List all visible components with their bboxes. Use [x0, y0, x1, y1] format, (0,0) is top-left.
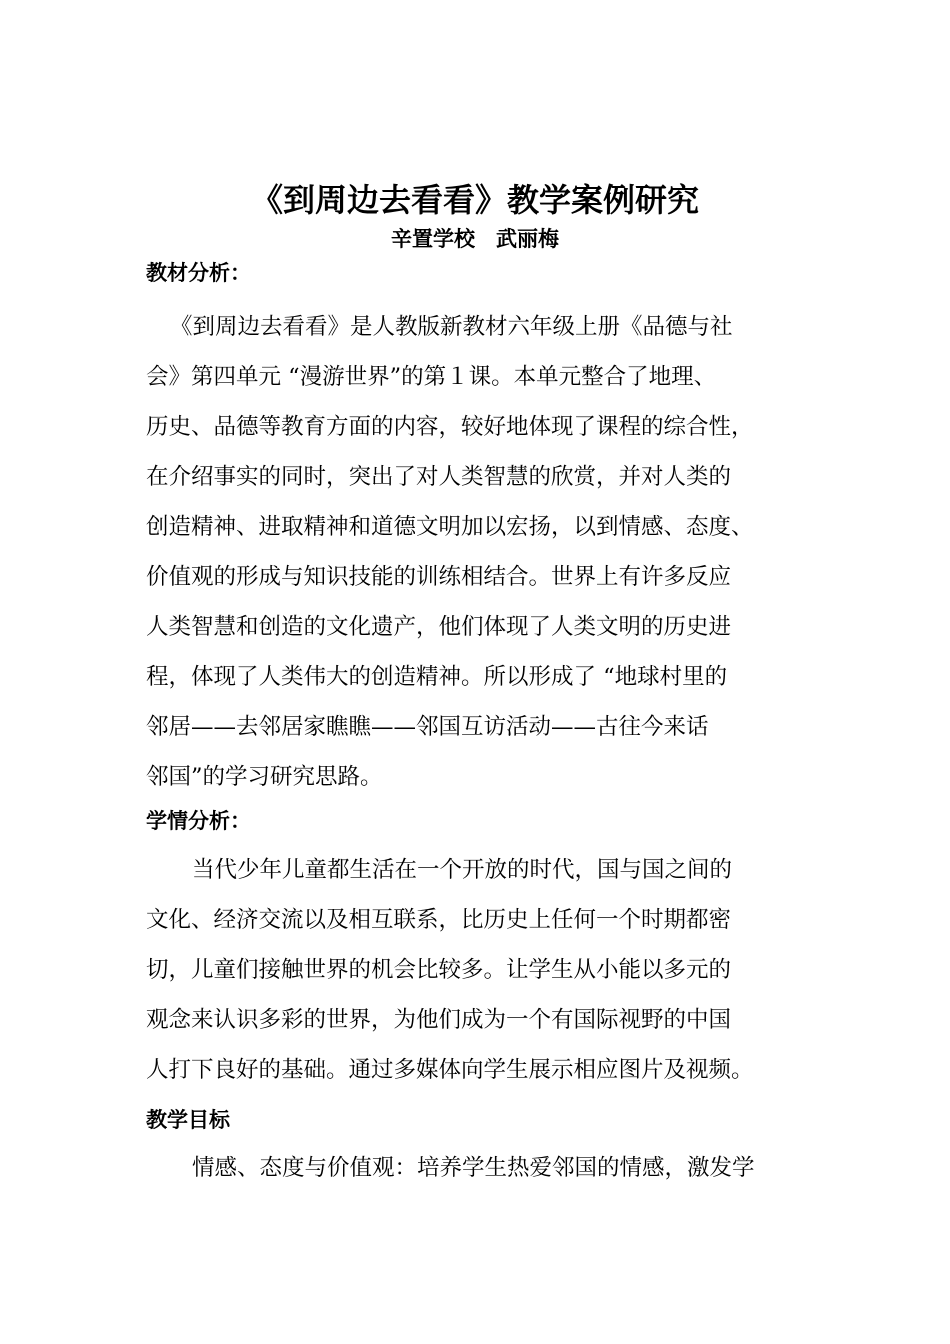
paragraph-line: 《到周边去看看》是人教版新教材六年级上册《品德与社	[170, 314, 733, 340]
paragraph-student-analysis	[146, 845, 826, 1095]
paragraph-teaching-goals	[146, 1143, 826, 1193]
paragraph-line: 当代少年儿童都生活在一个开放的时代，国与国之间的	[192, 857, 733, 883]
paragraph-line: 情感、态度与价值观：培养学生热爱邻国的情感，激发学	[192, 1155, 755, 1181]
author-line: 辛置学校 武丽梅	[391, 227, 559, 251]
paragraph-textbook-analysis	[146, 302, 826, 802]
paragraph-line: 邻居——去邻居家瞧瞧——邻国互访活动——古往今来话	[146, 714, 709, 740]
paragraph-line: 会》第四单元 “漫游世界”的第１课。本单元整合了地理、	[146, 364, 717, 390]
paragraph-line: 程，体现了人类伟大的创造精神。所以形成了 “地球村里的	[146, 664, 728, 690]
section-heading-textbook-analysis: 教材分析：	[146, 261, 251, 285]
paragraph-line: 在介绍事实的同时，突出了对人类智慧的欣赏，并对人类的	[146, 464, 732, 490]
paragraph-line: 文化、经济交流以及相互联系，比历史上任何一个时期都密	[146, 907, 732, 933]
paragraph-line: 邻国”的学习研究思路。	[146, 764, 383, 790]
paragraph-line: 历史、品德等教育方面的内容，较好地体现了课程的综合性，	[146, 414, 754, 440]
section-heading-student-analysis: 学情分析：	[146, 809, 251, 833]
paragraph-line: 创造精神、进取精神和道德文明加以宏扬，以到情感、态度、	[146, 514, 754, 540]
document-title: 《到周边去看看》教学案例研究	[250, 181, 699, 219]
section-heading-teaching-goals: 教学目标	[146, 1108, 230, 1132]
paragraph-line: 人打下良好的基础。通过多媒体向学生展示相应图片及视频。	[146, 1057, 754, 1083]
paragraph-line: 人类智慧和创造的文化遗产，他们体现了人类文明的历史进	[146, 614, 732, 640]
paragraph-line: 观念来认识多彩的世界，为他们成为一个有国际视野的中国	[146, 1007, 732, 1033]
paragraph-line: 切，儿童们接触世界的机会比较多。让学生从小能以多元的	[146, 957, 732, 983]
paragraph-line: 价值观的形成与知识技能的训练相结合。世界上有许多反应	[146, 564, 732, 590]
